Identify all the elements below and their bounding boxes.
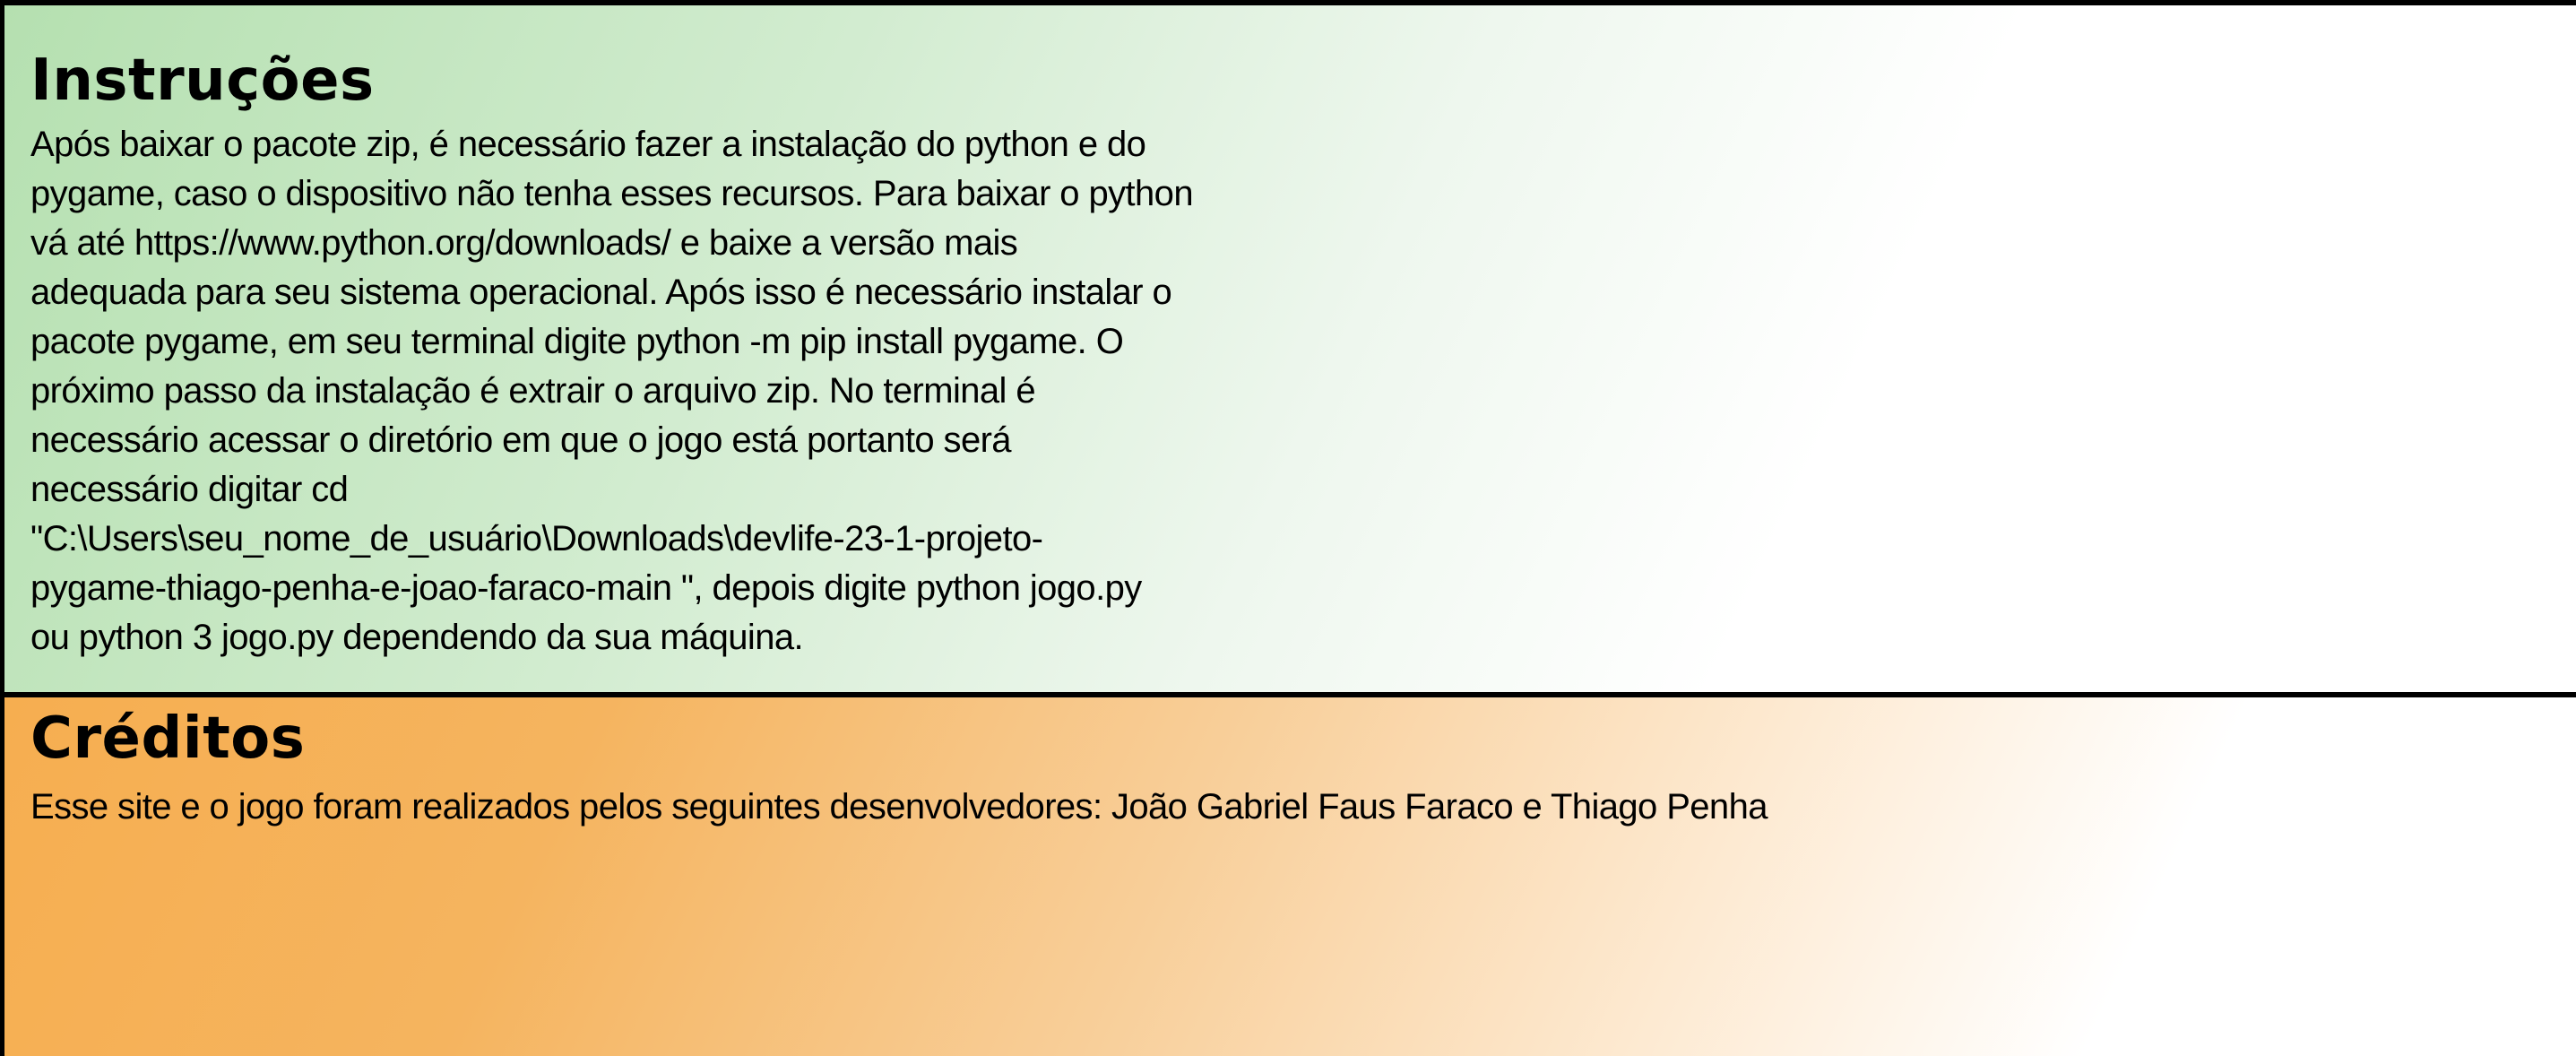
credits-section [0,697,2576,1056]
instructions-line: pacote pygame, em seu terminal digite python -m pip install pygame. O [30,322,1124,361]
instructions-line: necessário digitar cd [30,470,349,509]
instructions-line: pygame-thiago-penha-e-joao-faraco-main ", depois digite python jogo.py [30,568,1142,608]
instructions-line: adequada para seu sistema operacional. Após isso é necessário instalar o [30,273,1172,312]
instructions-text [30,120,1339,662]
instructions-line: pygame, caso o dispositivo não tenha esses recursos. Para baixar o python [30,174,1193,213]
instructions-line: necessário acessar o diretório em que o jogo está portanto será [30,420,1011,460]
instructions-line: vá até https://www.python.org/downloads/ e baixe a versão mais [30,223,1018,263]
instructions-line: próximo passo da instalação é extrair o arquivo zip. No terminal é [30,371,1035,411]
instructions-line: "C:\Users\seu_nome_de_usuário\Downloads\devlife-23-1-projeto- [30,519,1043,558]
credits-title: Créditos [30,705,306,772]
credits-text: Esse site e o jogo foram realizados pelos seguintes desenvolvedores: João Gabriel Faus Faraco e Thiago Penha [30,787,1768,827]
instructions-line: Após baixar o pacote zip, é necessário fazer a instalação do python e do [30,125,1146,164]
instructions-title: Instruções [30,48,375,114]
instructions-line: ou python 3 jogo.py dependendo da sua máquina. [30,618,804,657]
